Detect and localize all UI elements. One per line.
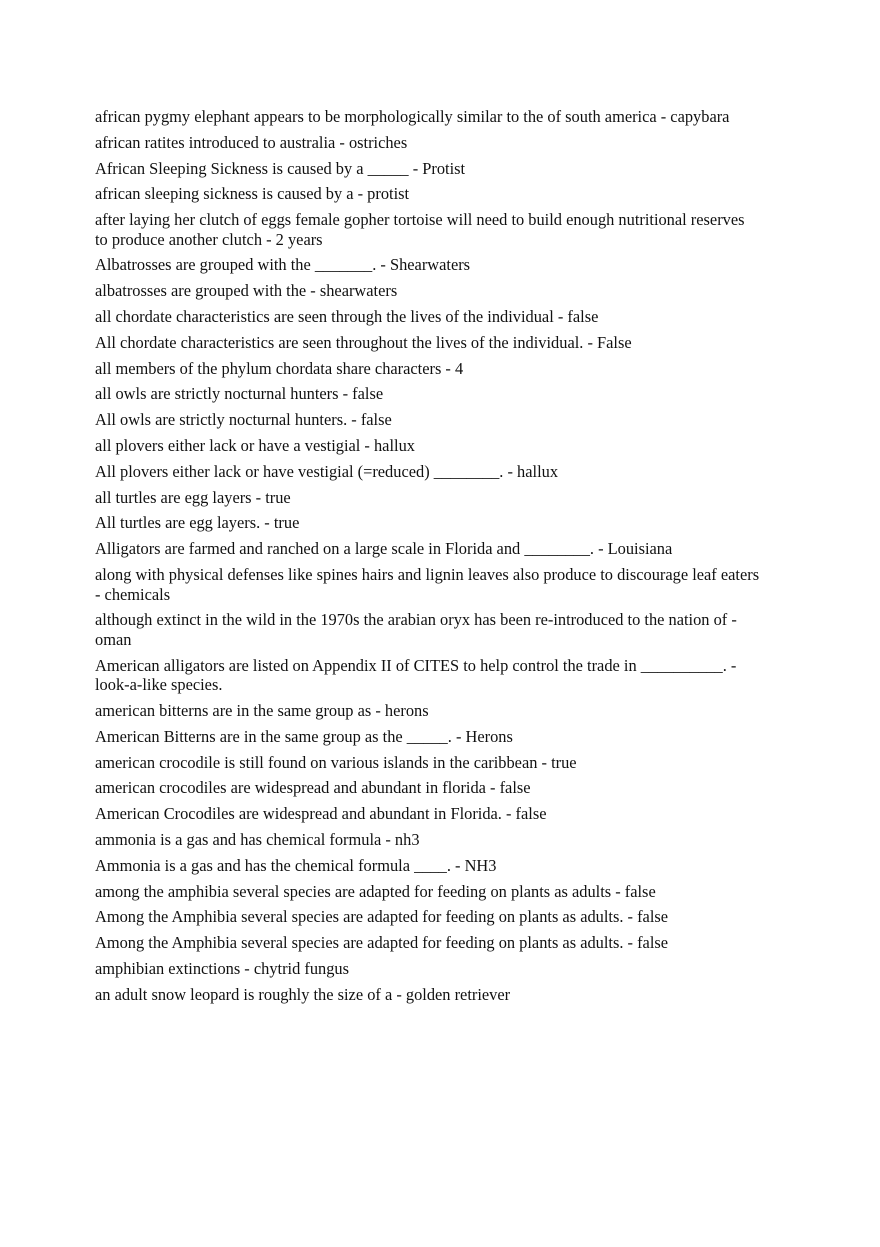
list-item: all owls are strictly nocturnal hunters - false (95, 384, 384, 404)
list-item: ammonia is a gas and has chemical formula - nh3 (95, 829, 420, 849)
list-item: african ratites introduced to australia - ostriches (95, 132, 408, 152)
list-item: all turtles are egg layers - true (95, 487, 291, 507)
list-item: african pygmy elephant appears to be morphologically similar to the of south america - capybara (95, 107, 730, 126)
list-item: american crocodile is still found on various islands in the caribbean - true (95, 752, 577, 772)
list-item: Ammonia is a gas and has the chemical formula ____. - NH3 (95, 855, 497, 875)
list-item: Alligators are farmed and ranched on a large scale in Florida and ________. - Louisiana (95, 539, 673, 559)
list-item: american crocodiles are widespread and abundant in florida - false (95, 778, 531, 798)
list-item: Among the Amphibia several species are adapted for feeding on plants as adults. - false (95, 933, 669, 953)
list-item: Among the Amphibia several species are adapted for feeding on plants as adults. - false (95, 907, 669, 927)
list-item: all members of the phylum chordata share characters - 4 (95, 358, 464, 378)
list-item: american bitterns are in the same group as - herons (95, 700, 429, 720)
list-item: after laying her clutch of eggs female gopher tortoise will need to build enough nutritional reserves to produce another clutch - 2 years (95, 210, 745, 249)
list-item: Albatrosses are grouped with the _______. - Shearwaters (95, 255, 471, 275)
list-item: All plovers either lack or have vestigial (=reduced) ________. - hallux (95, 461, 559, 481)
list-item: American alligators are listed on Appendix II of CITES to help control the trade in __________. - look-a-like species. (95, 655, 737, 695)
list-item: African Sleeping Sickness is caused by a _____ - Protist (95, 158, 466, 178)
list-item: all plovers either lack or have a vestigial - hallux (95, 436, 415, 456)
list-item: American Crocodiles are widespread and abundant in Florida. - false (95, 804, 547, 824)
list-item: American Bitterns are in the same group as the _____. - Herons (95, 726, 513, 746)
list-item: all chordate characteristics are seen through the lives of the individual - false (95, 307, 599, 327)
list-item: All turtles are egg layers. - true (95, 513, 300, 533)
list-item: All owls are strictly nocturnal hunters. - false (95, 410, 392, 430)
list-item: albatrosses are grouped with the - shearwaters (95, 281, 398, 301)
flashcard-list (95, 107, 760, 1011)
list-item: an adult snow leopard is roughly the size of a - golden retriever (95, 984, 511, 1004)
list-item: african sleeping sickness is caused by a - protist (95, 184, 410, 204)
list-item: among the amphibia several species are adapted for feeding on plants as adults - false (95, 881, 656, 901)
list-item: although extinct in the wild in the 1970s the arabian oryx has been re-introduced to the nation of - oman (95, 610, 737, 649)
list-item: along with physical defenses like spines hairs and lignin leaves also produce to discourage leaf eaters - chemicals (95, 565, 760, 604)
list-item: amphibian extinctions - chytrid fungus (95, 958, 350, 978)
list-item: All chordate characteristics are seen throughout the lives of the individual. - False (95, 332, 632, 352)
